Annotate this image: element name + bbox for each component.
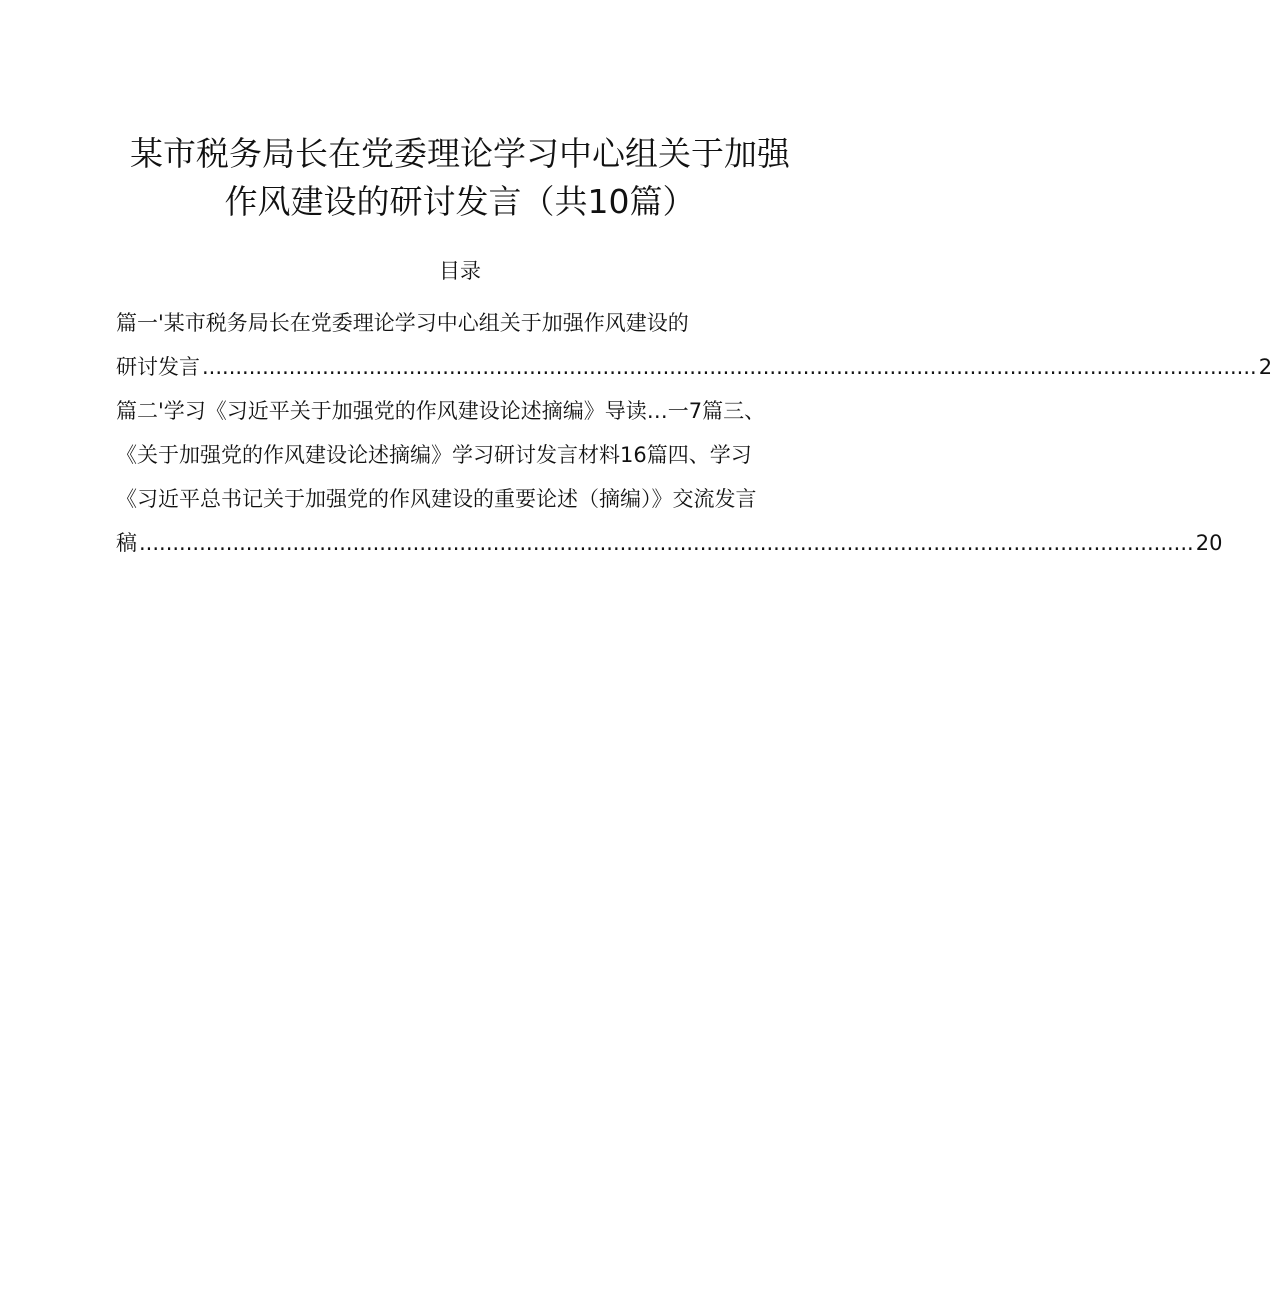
- toc-entry-1-line-2: [116, 351, 1272, 383]
- toc-heading: 目录: [439, 259, 481, 283]
- toc-entry-1-line-1: 篇一'某市税务局长在党委理论学习中心组关于加强作风建设的: [116, 311, 689, 335]
- toc-entry-4-line-2: [116, 527, 1223, 559]
- document-title-line-2: 作风建设的研讨发言（共10篇）: [224, 182, 696, 221]
- document-title-line-1: 某市税务局长在党委理论学习中心组关于加强: [130, 134, 790, 173]
- toc-entry-3-line: 《关于加强党的作风建设论述摘编》学习研讨发言材料16篇四、学习: [116, 443, 752, 467]
- toc-entry-1-page: 2: [1258, 355, 1272, 379]
- toc-entry-2-line: 篇二'学习《习近平关于加强党的作风建设论述摘编》导读…一7篇三、: [116, 399, 766, 423]
- toc-entry-4-line-1: 《习近平总书记关于加强党的作风建设的重要论述（摘编）》交流发言: [116, 487, 757, 511]
- dot-leader: ..............................................................................................................................................................: [202, 355, 1257, 379]
- toc-entry-4-page: 20: [1195, 531, 1223, 555]
- toc-entry-4-text: 稿: [116, 531, 137, 555]
- dot-leader: ..............................................................................................................................................................: [139, 531, 1194, 555]
- toc-entry-1-text: 研讨发言: [116, 355, 200, 379]
